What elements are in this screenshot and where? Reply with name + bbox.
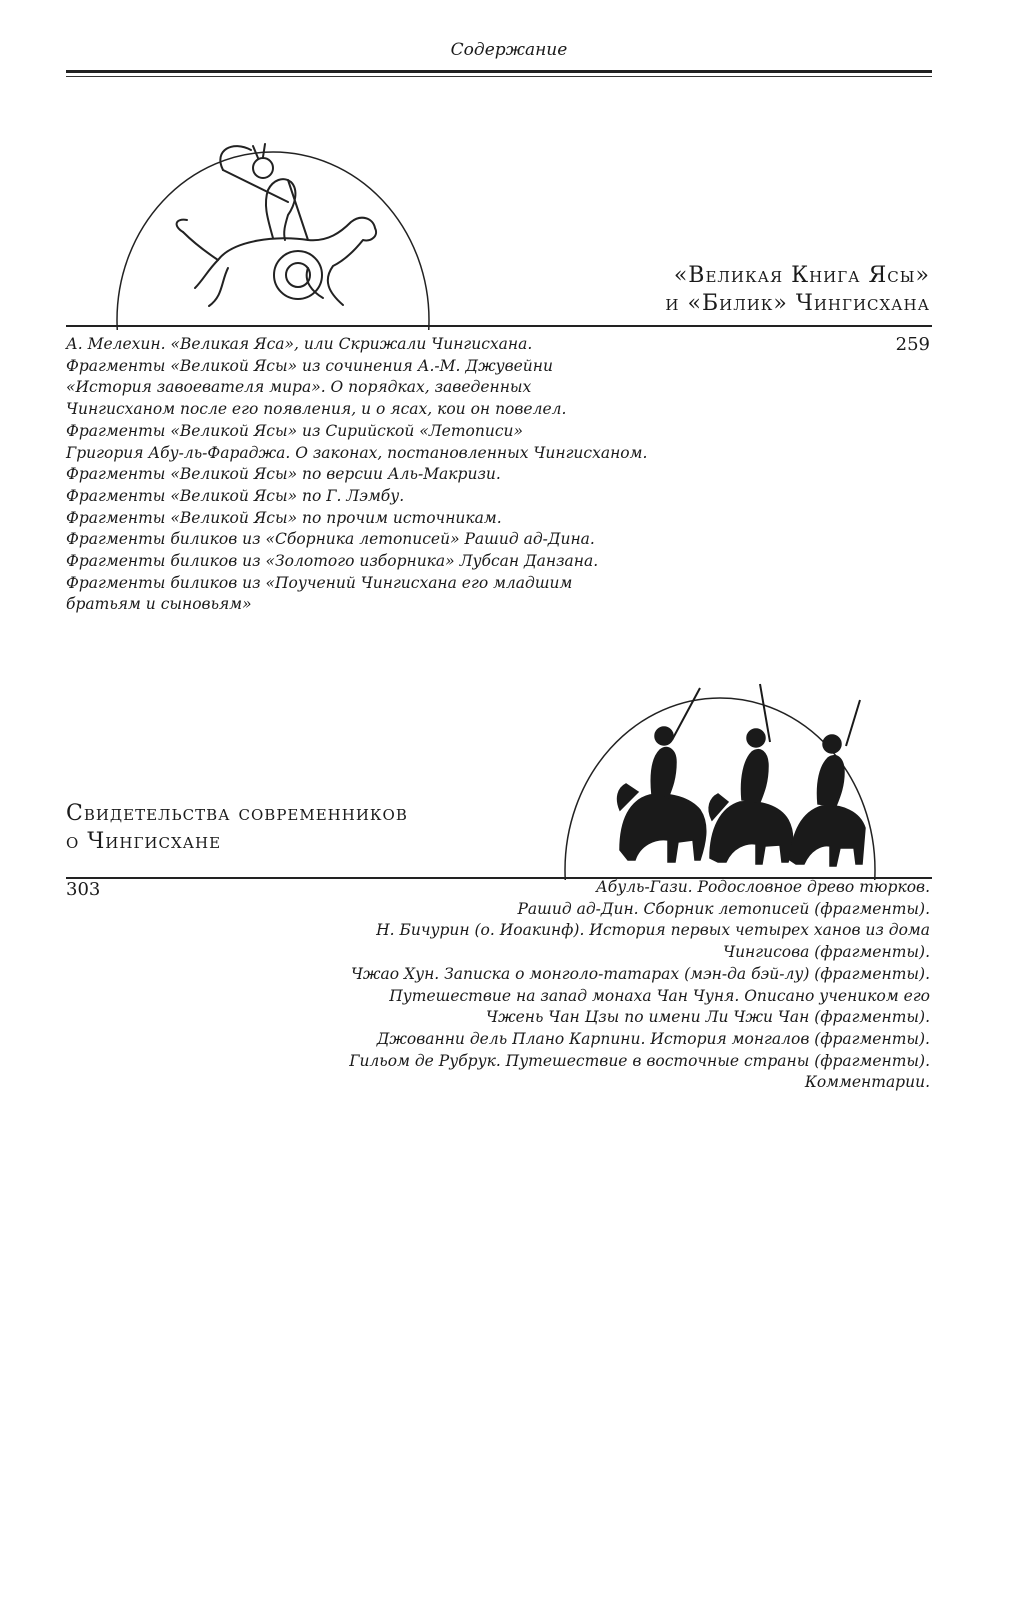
toc-entry: Рашид ад-Дин. Сборник летописей (фрагменты). <box>517 899 930 918</box>
section-rule <box>66 325 932 327</box>
toc-entry: Фрагменты биликов из «Сборника летописей» Рашид ад-Дина. <box>66 530 595 549</box>
toc-entry: Фрагменты «Великой Ясы» по прочим источникам. <box>66 508 502 527</box>
toc-entry: Комментарии. <box>804 1073 930 1092</box>
toc-entry: Джованни дель Плано Карпини. История монгалов (фрагменты). <box>376 1029 930 1048</box>
section-title-line: о Чингисхане <box>66 829 222 854</box>
toc-entry: А. Мелехин. «Великая Яса», или Скрижали Чингисхана. <box>66 335 533 353</box>
toc-entry: Фрагменты биликов из «Золотого изборника» Лубсан Данзана. <box>66 552 599 571</box>
toc-entry: Фрагменты «Великой Ясы» из Сирийской «Летописи» Григория Абу-ль-Фараджа. О законах, постановленных Чингисханом. <box>66 421 648 462</box>
toc-entry: Фрагменты биликов из «Поучений Чингисхана его младшим братьям и сыновьям» <box>66 573 573 614</box>
running-header: Содержание <box>450 40 568 60</box>
toc-entries <box>66 334 706 616</box>
header-rule-thin <box>66 76 932 77</box>
toc-entry: Чжао Хун. Записка о монголо-татарах (мэн-да бэй-лу) (фрагменты). <box>350 964 930 983</box>
toc-entry: Гильом де Рубрук. Путешествие в восточные страны (фрагменты). <box>349 1051 930 1070</box>
toc-entries <box>290 877 930 1094</box>
toc-entry: Фрагменты «Великой Ясы» из сочинения А.-М. Джувейни «История завоевателя мира». О порядках, заведенных Чингисханом после его появления, и о ясах, кои он повелел. <box>66 356 567 419</box>
page-number: 259 <box>895 334 930 355</box>
page-number: 303 <box>66 879 101 900</box>
toc-entry: Н. Бичурин (о. Иоакинф). История первых четырех ханов из дома Чингисова (фрагменты). <box>376 921 930 962</box>
section-title-witnesses <box>66 800 566 856</box>
section-title-line: Свидетельства современников <box>66 801 408 826</box>
section-title-yasa <box>430 262 930 318</box>
section-title-line: «Великая Книга Ясы» <box>673 263 930 288</box>
toc-entry: Абуль-Гази. Родословное древо тюрков. <box>596 878 930 896</box>
toc-entry: Путешествие на запад монаха Чан Чуня. Описано учеником его Чжень Чан Цзы по имени Ли Чжи Чан (фрагменты). <box>389 986 930 1027</box>
mounted-archer-icon <box>113 110 433 330</box>
toc-entry: Фрагменты «Великой Ясы» по Г. Лэмбу. <box>66 486 405 505</box>
toc-entry: Фрагменты «Великой Ясы» по версии Аль-Макризи. <box>66 465 501 484</box>
header-rule <box>66 70 932 73</box>
horsemen-group-icon <box>560 680 880 880</box>
section-title-line: и «Билик» Чингисхана <box>665 291 930 316</box>
